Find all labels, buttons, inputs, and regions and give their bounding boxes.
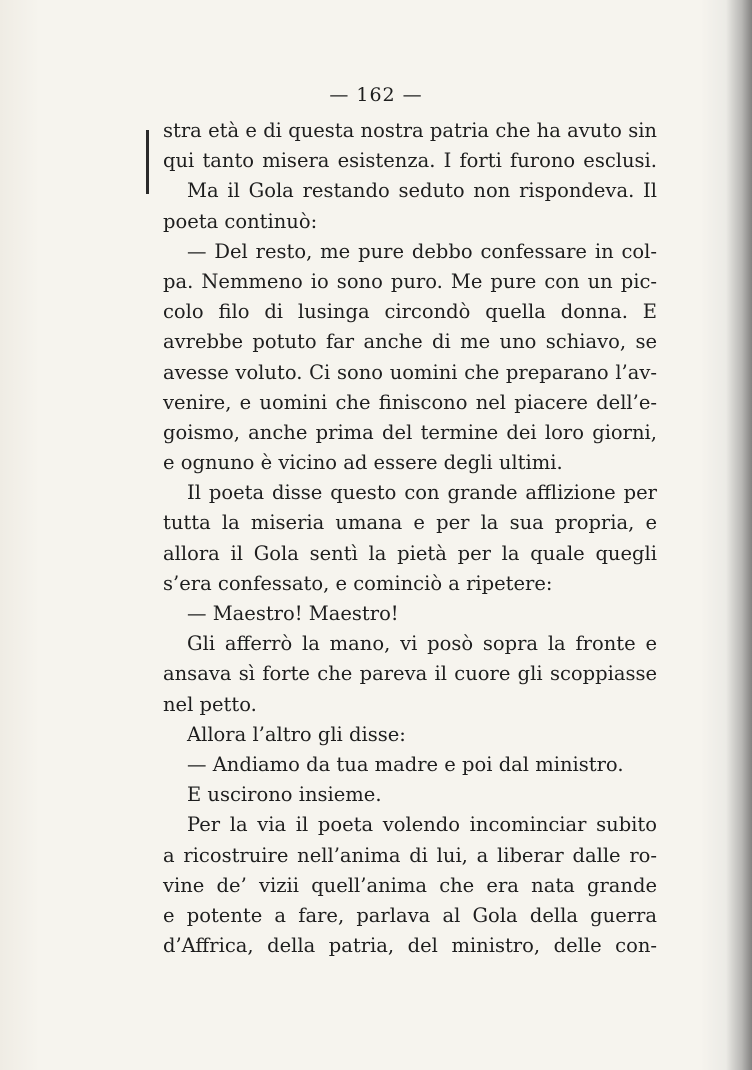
- text-line: — Andiamo da tua madre e poi dal ministro.: [187, 752, 624, 776]
- text-line: s’era confessato, e cominciò a ripetere:: [163, 571, 553, 595]
- text-line: avrebbe potuto far anche di me uno schiavo, se: [163, 330, 657, 354]
- text-line: Allora l’altro gli disse:: [187, 722, 406, 746]
- text-line: poeta continuò:: [163, 209, 318, 233]
- text-line: tutta la miseria umana e per la sua propria, e: [163, 511, 657, 535]
- text-line: avesse voluto. Ci sono uomini che preparano l’av-: [163, 360, 657, 384]
- text-line: goismo, anche prima del termine dei loro giorni,: [163, 420, 657, 444]
- text-line: vine de’ vizii quell’anima che era nata grande: [163, 873, 657, 897]
- text-line: ansava sì forte che pareva il cuore gli scoppiasse: [163, 662, 657, 686]
- text-line: a ricostruire nell’anima di lui, a liberar dalle ro-: [163, 843, 657, 867]
- text-line: colo filo di lusinga circondò quella donna. E: [163, 300, 657, 324]
- margin-mark: [146, 130, 149, 194]
- text-line: qui tanto misera esistenza. I forti furono esclusi.: [163, 149, 657, 173]
- text-line: nel petto.: [163, 692, 257, 716]
- page-number: — 162 —: [329, 84, 423, 106]
- text-line: Gli afferrò la mano, vi posò sopra la fronte e: [187, 632, 657, 656]
- text-line: d’Affrica, della patria, del ministro, delle con-: [163, 934, 657, 958]
- text-line: — Maestro! Maestro!: [187, 602, 399, 625]
- text-line: Ma il Gola restando seduto non rispondeva. Il: [187, 179, 657, 203]
- text-line: Il poeta disse questo con grande afflizione per: [187, 481, 657, 505]
- text-line: — Del resto, me pure debbo confessare in col-: [187, 239, 657, 263]
- text-line: allora il Gola sentì la pietà per la quale quegli: [163, 541, 657, 565]
- text-line: pa. Nemmeno io sono puro. Me pure con un pic-: [163, 269, 657, 293]
- text-line: Per la via il poeta volendo incominciar subito: [187, 813, 657, 837]
- text-line: venire, e uomini che finiscono nel piacere dell’e-: [163, 390, 657, 414]
- text-line: e ognuno è vicino ad essere degli ultimi.: [163, 451, 563, 475]
- text-line: e potente a fare, parlava al Gola della guerra: [163, 903, 657, 927]
- text-line: E uscirono insieme.: [187, 783, 382, 807]
- body-text: [163, 116, 657, 961]
- text-line: stra età e di questa nostra patria che ha avuto sin: [163, 119, 657, 142]
- binding-shadow: [726, 0, 752, 1070]
